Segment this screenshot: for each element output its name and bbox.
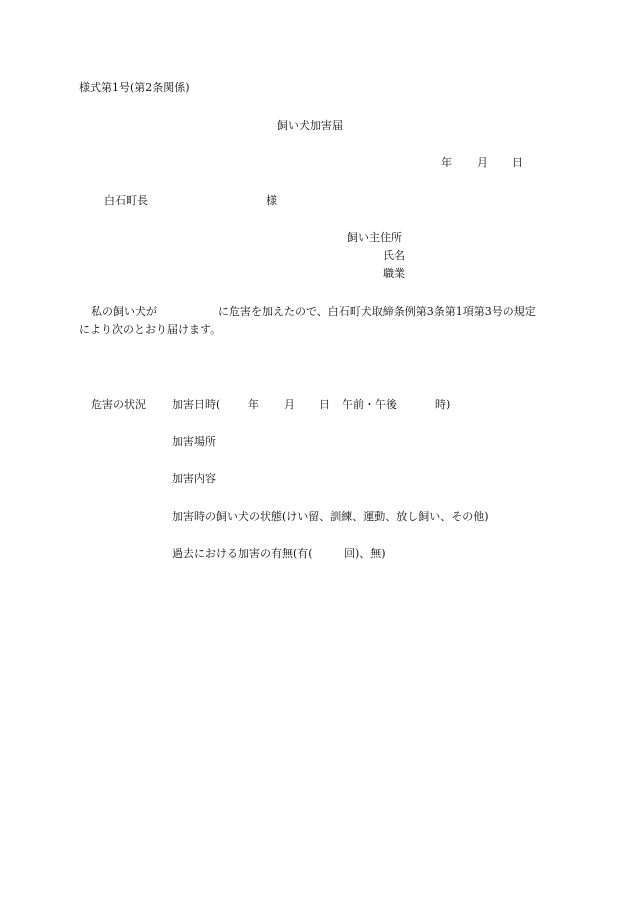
datetime-day: 日	[319, 398, 330, 411]
page-title: 飼い犬加害届	[277, 119, 343, 132]
form-number: 様式第1号(第2条関係)	[79, 81, 190, 94]
addressee-honorific: 様	[266, 194, 277, 207]
body-line1-suffix: に危害を加えたので、白石町犬取締条例第3条第1項第3号の規定	[218, 305, 536, 318]
past-times: 回)、無)	[344, 547, 386, 560]
past-label: 過去における加害の有無(有(	[172, 547, 313, 560]
applicant-name-label: 氏名	[383, 249, 405, 262]
dog-state-label: 加害時の飼い犬の状態(けい留、訓練、運動、放し飼い、その他)	[172, 510, 489, 523]
date-month: 月	[477, 156, 488, 169]
content-label: 加害内容	[172, 472, 216, 485]
addressee-name: 白石町長	[104, 194, 148, 207]
datetime-ampm: 午前・午後	[342, 398, 397, 411]
applicant-occupation-label: 職業	[383, 267, 405, 280]
place-label: 加害場所	[172, 435, 216, 448]
date-day: 日	[512, 156, 523, 169]
datetime-year: 年	[248, 398, 259, 411]
details-section-label: 危害の状況	[91, 398, 146, 411]
applicant-address-label: 飼い主住所	[347, 231, 402, 244]
body-line2: により次のとおり届けます。	[79, 323, 222, 336]
datetime-hour: 時)	[435, 398, 451, 411]
date-year: 年	[441, 156, 452, 169]
datetime-month: 月	[284, 398, 295, 411]
body-line1-prefix: 私の飼い犬が	[91, 305, 157, 318]
datetime-label: 加害日時(	[172, 398, 221, 411]
